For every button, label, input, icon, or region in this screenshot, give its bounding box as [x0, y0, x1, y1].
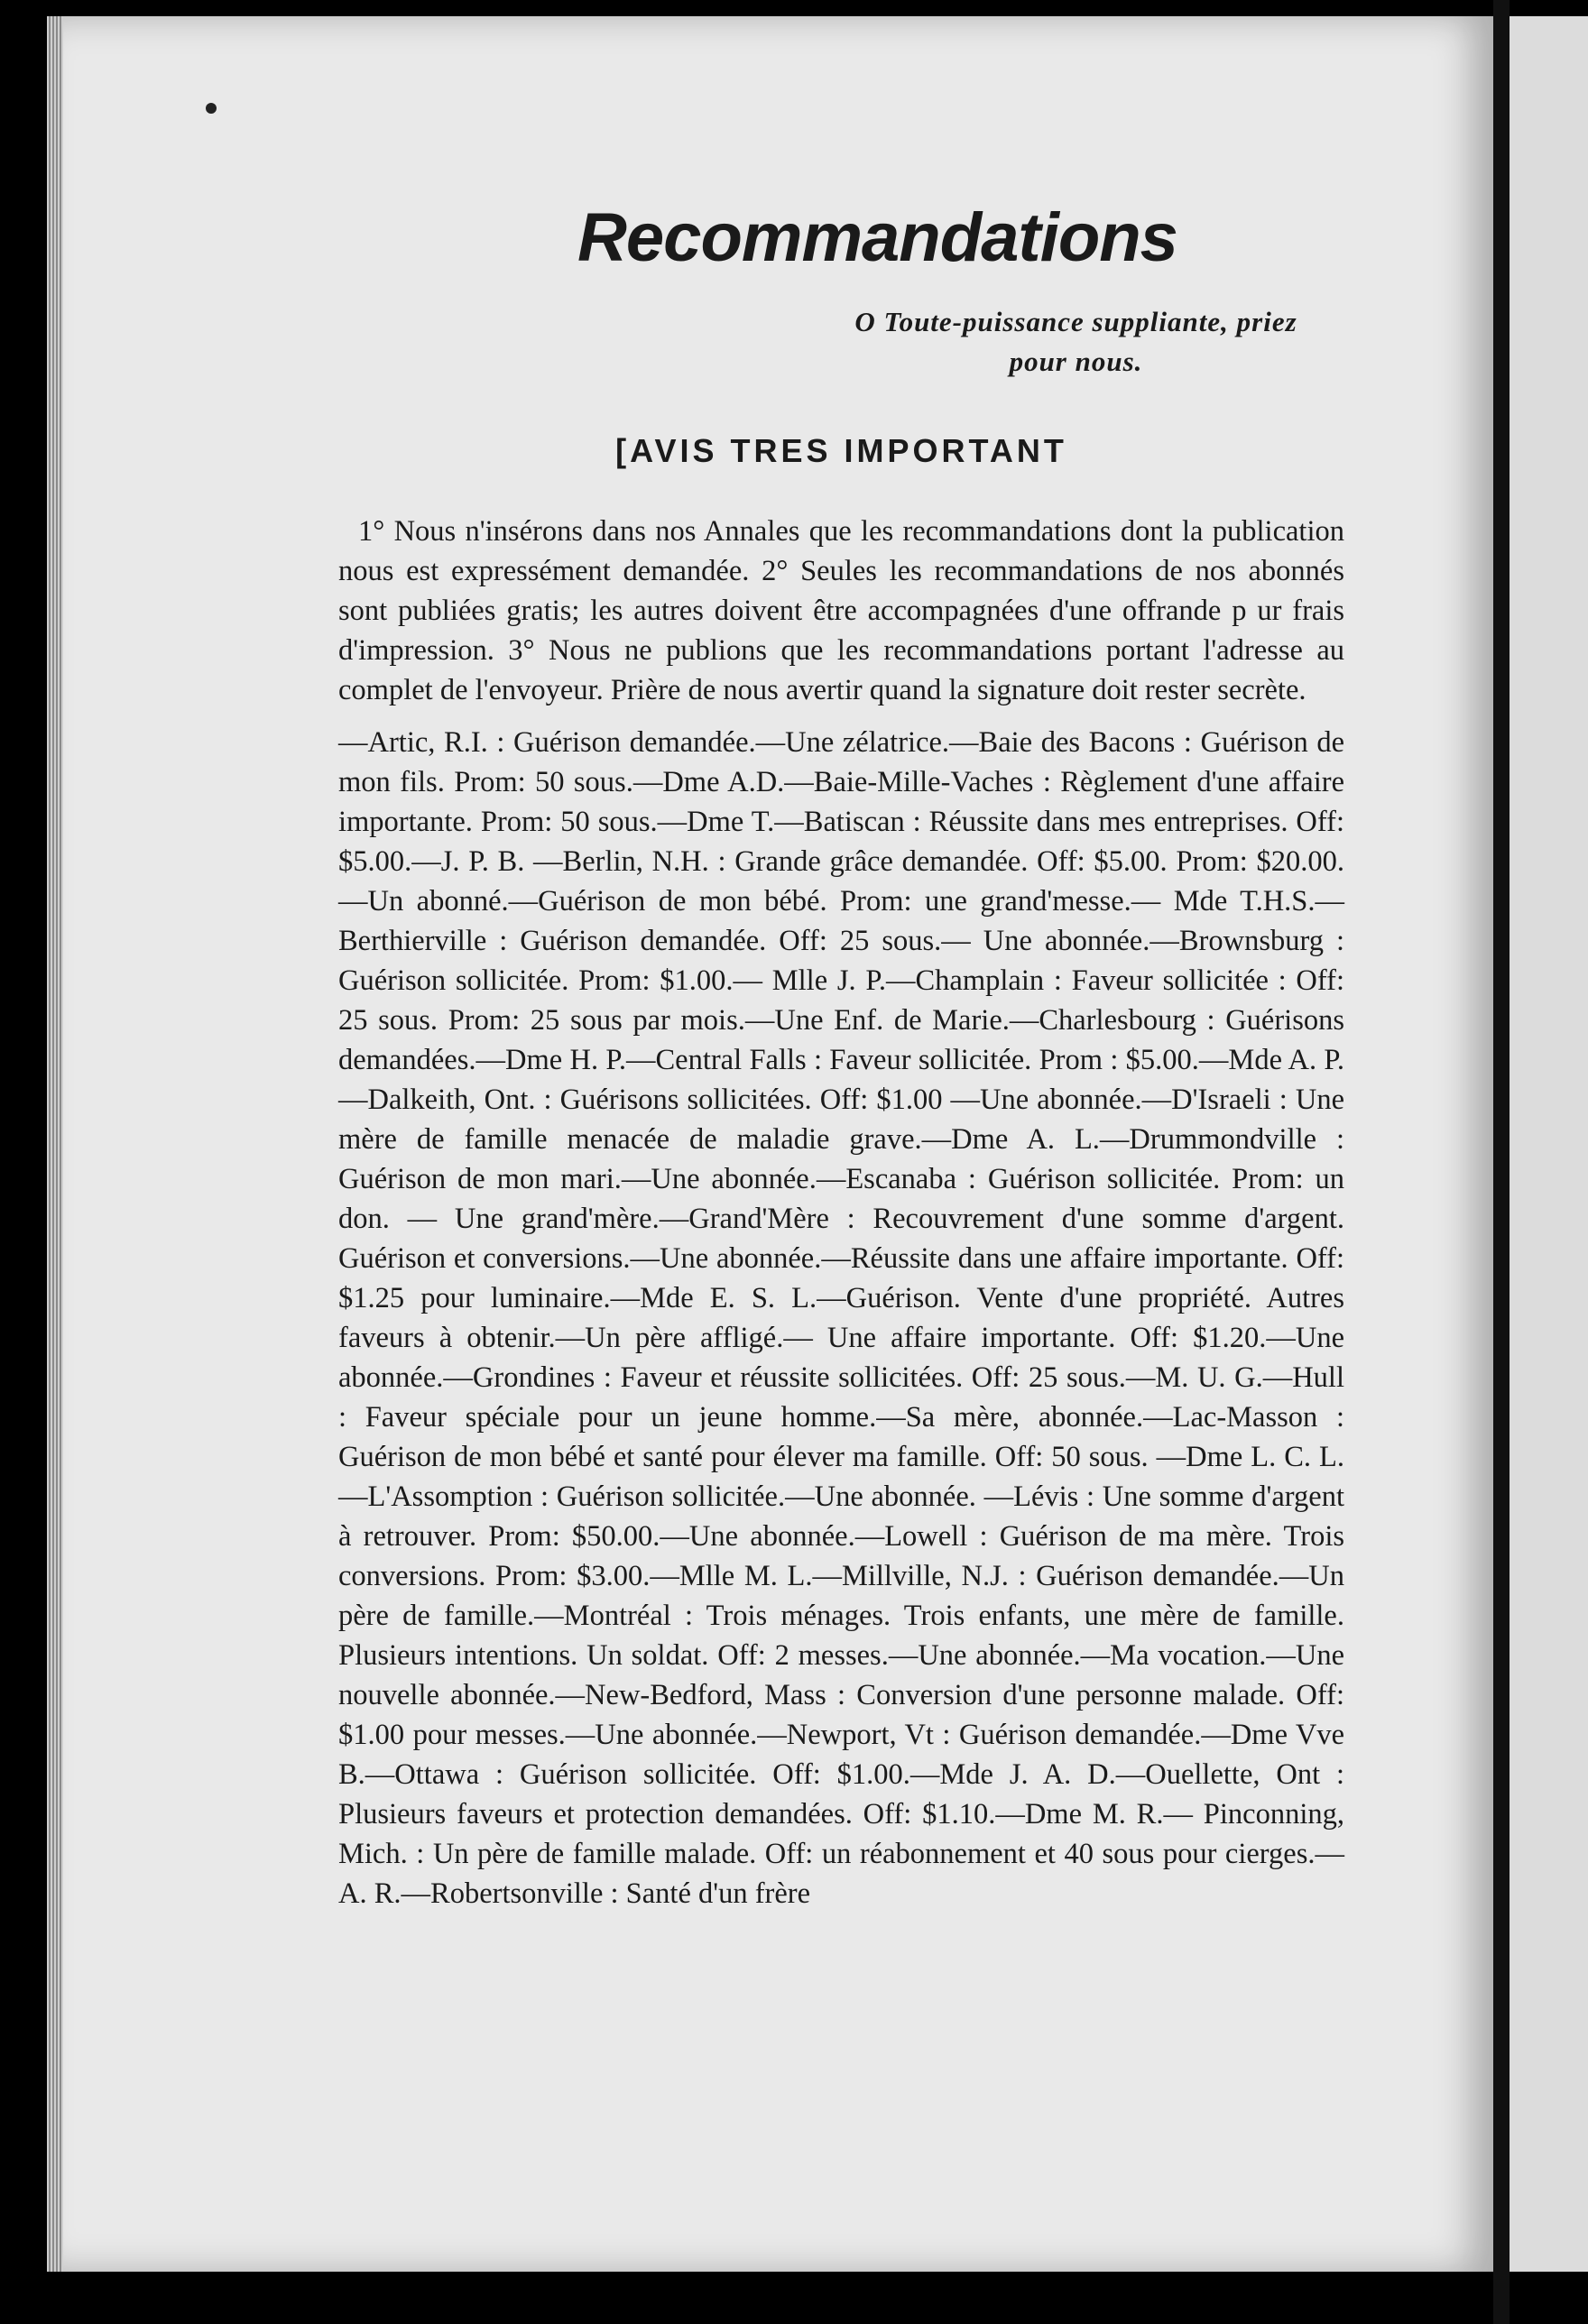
invocation-line-1: O Toute-puissance suppliante, priez — [854, 306, 1297, 337]
notice-paragraph: 1° Nous n'insérons dans nos Annales que les recommandations dont la publication nous est expressément demandée. 2° Seules les recommandations de nos abonnés sont publiées gratis; les autres doivent être accompagnées d'une offrande p ur frais d'impression. 3° Nous ne publions que les recommandations portant l'adresse au complet de l'envoyeur. Prière de nous avertir quand la signature doit rester secrète. — [338, 515, 1344, 706]
recommendations-paragraph: —Artic, R.I. : Guérison demandée.—Une zélatrice.—Baie des Bacons : Guérison de mon fils. Prom: 50 sous.—Dme A.D.—Baie-Mille-Vaches : Règlement d'une affaire importante. Prom: 50 sous.—Dme T.—Batiscan : Réussite dans mes entreprises. Off: $5.00.—J. P. B. —Berlin, N.H. : Grande grâce demandée. Off: $5.00. Prom: $20.00. —Un abonné.—Guérison de mon bébé. Prom: une grand'messe.— Mde T.H.S.—Berthierville : Guérison demandée. Off: 25 sous.— Une abonnée.—Brownsburg : Guérison sollicitée. Prom: $1.00.— Mlle J. P.—Champlain : Faveur sollicitée : Off: 25 sous. Prom: 25 sous par mois.—Une Enf. de Marie.—Charlesbourg : Guérisons demandées.—Dme H. P.—Central Falls : Faveur sollicitée. Prom : $5.00.—Mde A. P.—Dalkeith, Ont. : Guérisons sollicitées. Off: $1.00 —Une abonnée.—D'Israeli : Une mère de famille menacée de maladie grave.—Dme A. L.—Drummondville : Guérison de mon mari.—Une abonnée.—Escanaba : Guérison sollicitée. Prom: un don. — Une grand'mère.—Grand'Mère : Recouvrement d'une somme d'argent. Guérison et conversions.—Une abonnée.—Réussite dans une affaire importante. Off: $1.25 pour luminaire.—Mde E. S. L.—Guérison. Vente d'une propriété. Autres faveurs à obtenir.—Un père affligé.— Une affaire importante. Off: $1.20.—Une abonnée.—Grondines : Faveur et réussite sollicitées. Off: 25 sous.—M. U. G.—Hull : Faveur spéciale pour un jeune homme.—Sa mère, abonnée.—Lac-Masson : Guérison de mon bébé et santé pour élever ma famille. Off: 50 sous. —Dme L. C. L.—L'Assomption : Guérison sollicitée.—Une abonnée. —Lévis : Une somme d'argent à retrouver. Prom: $50.00.—Une abonnée.—Lowell : Guérison de ma mère. Trois conversions. Prom: $3.00.—Mlle M. L.—Millville, N.J. : Guérison demandée.—Un père de famille.—Montréal : Trois ménages. Trois enfants, une mère de famille. Plusieurs intentions. Un soldat. Off: 2 messes.—Une abonnée.—Ma vocation.—Une nouvelle abonnée.—New-Bedford, Mass : Conversion d'une personne malade. Off: $1.00 pour messes.—Une abonnée.—Newport, Vt : Guérison demandée.—Dme Vve B.—Ottawa : Guérison sollicitée. Off: $1.00.—Mde J. A. D.—Ouellette, Ont : Plusieurs faveurs et protection demandées. Off: $1.10.—Dme M. R.— Pinconning, Mich. : Un père de famille malade. Off: un réabonnement et 40 sous pour cierges.—A. R.—Robertsonville : Santé d'un frère — [338, 726, 1344, 1910]
invocation-line-2: pour nous. — [1009, 346, 1143, 377]
notice-heading: [AVIS TRES IMPORTANT — [615, 432, 1067, 469]
page-edge-stack — [47, 16, 63, 2272]
ink-speck — [206, 103, 217, 114]
invocation — [338, 302, 1344, 382]
page-title: Recommandations — [577, 199, 1177, 276]
book-gutter — [1493, 0, 1510, 2324]
page-content — [338, 198, 1344, 1914]
adjacent-page-edge — [1510, 16, 1588, 2272]
